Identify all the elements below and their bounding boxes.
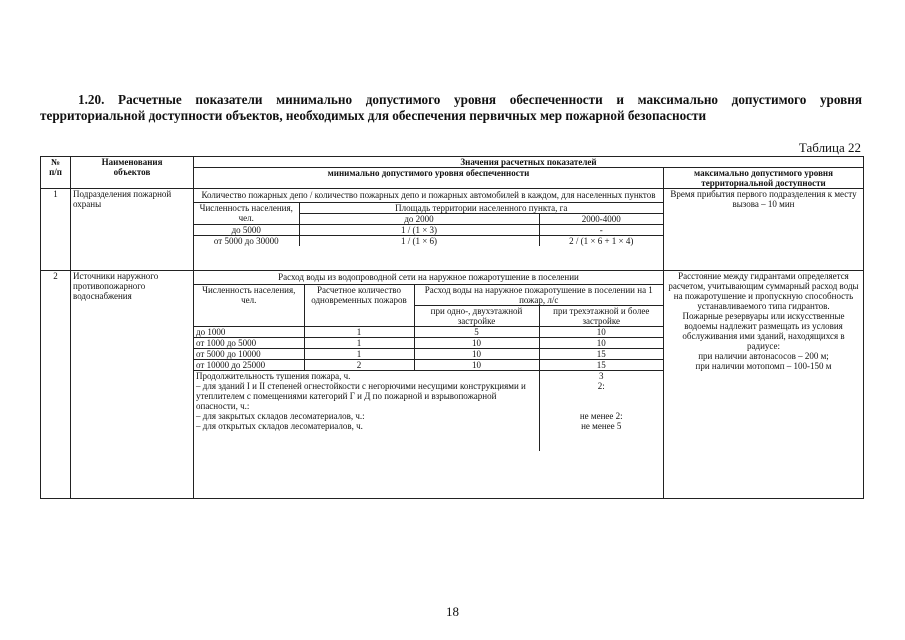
header-values: Значения расчетных показателей [194, 157, 864, 168]
row2-pop: до 1000 [194, 327, 304, 338]
header-max: максимально допустимого уровня территориальной доступности [664, 168, 864, 189]
page-number: 18 [446, 604, 459, 619]
row1-max: Время прибытия первого подразделения к месту вызова – 10 мин [664, 189, 864, 271]
row1-pop-label: Численность населения, чел. [194, 203, 299, 225]
row2-val-b: 15 [539, 349, 663, 360]
table-label: Таблица 22 [798, 140, 861, 155]
header-min: минимально допустимого уровня обеспеченности [194, 168, 664, 189]
row2-fires: 1 [304, 349, 414, 360]
row2-pop: от 5000 до 10000 [194, 349, 304, 360]
row1-val-b: - [539, 225, 663, 236]
duration-line: Продолжительность тушения пожара, ч. [196, 371, 351, 381]
row2-fires: 1 [304, 338, 414, 349]
row1-pop: от 5000 до 30000 [194, 236, 299, 247]
indicators-table [40, 156, 864, 499]
duration-line: – для закрытых складов лесоматериалов, ч.: [196, 411, 365, 421]
header-name: Наименования объектов [71, 157, 194, 189]
row2-val-b: 10 [539, 327, 663, 338]
row1-num: 1 [41, 189, 71, 271]
row2-desc: Расход воды из водопроводной сети на наружное пожаротушение в поселении [278, 272, 579, 282]
row1-area-label: Площадь территории населенного пункта, га [299, 203, 663, 214]
section-heading: 1.20. Расчетные показатели минимально допустимого уровня обеспеченности и максимально допустимого уровня территориальной доступности объектов, необходимых для обеспечения первичных мер пожарной безопасности [40, 92, 862, 123]
row2-val-a: 10 [414, 338, 539, 349]
row2-pop-label: Численность населения, чел. [194, 285, 304, 327]
row2-duration-text [194, 371, 539, 452]
row2-max: Расстояние между гидрантами определяется расчетом, учитывающим суммарный расход воды на пожаротушение и пропускную способность устанавливаемого типа гидрантов. Пожарные резервуары или искусственные водоемы надлежит размещать из условия обслуживания ими зданий, находящихся в радиусе: при наличии автонасосов – 200 м; при наличии мотопомп – 100-150 м [664, 271, 864, 499]
row2-min-cell [194, 271, 664, 499]
row2-val-a: 10 [414, 360, 539, 371]
row2-duration-values [539, 371, 663, 452]
row2-num: 2 [41, 271, 71, 499]
duration-value: не менее 2: [579, 411, 623, 421]
duration-value: 2: [597, 381, 605, 391]
row2-flow-a: при одно-, двухэтажной застройке [414, 306, 539, 327]
duration-value: не менее 5 [581, 421, 622, 431]
row1-desc: Количество пожарных депо / количество пожарных депо и пожарных автомобилей в каждом, для населенных пунктов [201, 190, 656, 200]
row1-subtable [194, 202, 663, 246]
row2-flow-label: Расход воды на наружное пожаротушение в поселении на 1 пожар, л/с [414, 285, 663, 306]
row1-pop: до 5000 [194, 225, 299, 236]
row1-name: Подразделения пожарной охраны [71, 189, 194, 271]
row2-name: Источники наружного противопожарного водоснабжения [71, 271, 194, 499]
row1-area-a: до 2000 [299, 214, 539, 225]
duration-line: – для открытых складов лесоматериалов, ч. [196, 421, 363, 431]
row1-min-cell [194, 189, 664, 271]
row2-flow-b: при трехэтажной и более застройке [539, 306, 663, 327]
duration-line: – для зданий I и II степеней огнестойкости с негорючими несущими конструкциями и утеплителем с помещениями категорий Г и Д по пожарной и взрывопожарной опасности, ч.: [196, 381, 526, 411]
row1-val-a: 1 / (1 × 3) [299, 225, 539, 236]
row2-val-b: 10 [539, 338, 663, 349]
row2-val-b: 15 [539, 360, 663, 371]
row2-fires: 2 [304, 360, 414, 371]
row2-fires-label: Расчетное количество одновременных пожаров [304, 285, 414, 327]
duration-value: 3 [599, 371, 604, 381]
header-num: № п/п [41, 157, 71, 189]
row1-val-b: 2 / (1 × 6 + 1 × 4) [539, 236, 663, 247]
row2-pop: от 10000 до 25000 [194, 360, 304, 371]
row1-area-b: 2000-4000 [539, 214, 663, 225]
row2-val-a: 10 [414, 349, 539, 360]
row2-subtable [194, 284, 663, 451]
row2-val-a: 5 [414, 327, 539, 338]
row2-fires: 1 [304, 327, 414, 338]
row1-val-a: 1 / (1 × 6) [299, 236, 539, 247]
row2-pop: от 1000 до 5000 [194, 338, 304, 349]
